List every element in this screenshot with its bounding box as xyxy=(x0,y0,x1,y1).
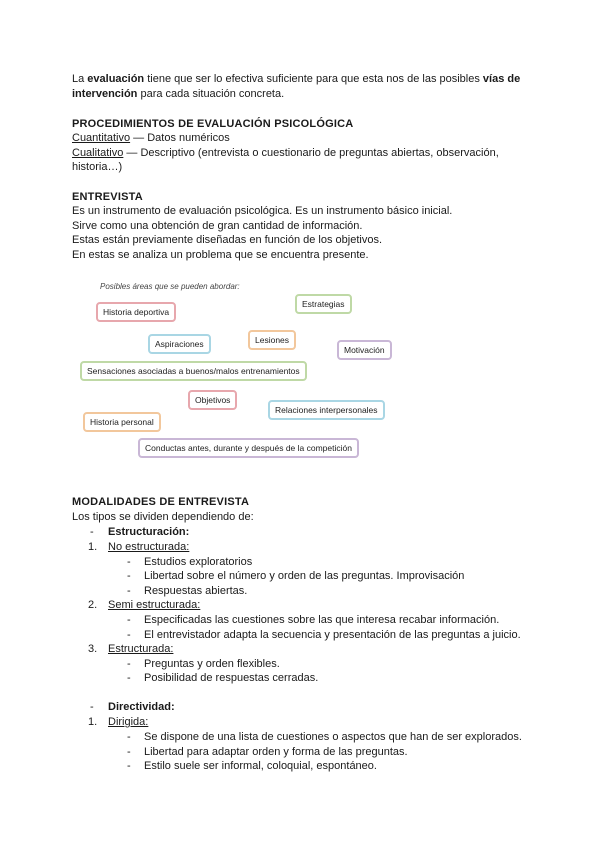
term-cualitativo: Cualitativo xyxy=(72,147,124,159)
bullet-dash: - xyxy=(127,570,131,582)
bullet-dash: - xyxy=(127,731,131,743)
type-no-estructurada: No estructurada: xyxy=(108,541,190,553)
list-item: Preguntas y orden flexibles. xyxy=(144,658,280,670)
procedimientos-heading: PROCEDIMIENTOS DE EVALUACIÓN PSICOLÓGICA xyxy=(72,118,354,130)
bullet-dash: - xyxy=(127,672,131,684)
procedimiento-cualitativo xyxy=(72,146,532,161)
list-number: 1. xyxy=(88,541,98,553)
desc-cuantitativo: — Datos numéricos xyxy=(130,132,230,144)
list-item: Especificadas las cuestiones sobre las que interesa recabar información. xyxy=(144,614,500,626)
procedimiento-cuantitativo xyxy=(72,131,532,146)
list-item: Estudios exploratorios xyxy=(144,556,253,568)
bullet-dash: - xyxy=(127,614,131,626)
intro-bold-intervencion: intervención xyxy=(72,87,138,100)
term-cuantitativo: Cuantitativo xyxy=(72,132,131,144)
desc-cualitativo: — Descriptivo (entrevista o cuestionario de preguntas abiertas, observación, xyxy=(123,147,499,159)
intro-bold-evaluacion: evaluación xyxy=(87,73,145,85)
estructuracion-label: Estructuración: xyxy=(108,526,190,538)
bullet-dash: - xyxy=(127,746,131,758)
entrevista-line-3: Estas están previamente diseñadas en función de los objetivos. xyxy=(72,234,383,246)
entrevista-line-1: Es un instrumento de evaluación psicológica. Es un instrumento básico inicial. xyxy=(72,205,453,217)
list-item: Libertad para adaptar orden y forma de las preguntas. xyxy=(144,746,408,758)
modalidades-intro: Los tipos se dividen dependiendo de: xyxy=(72,511,254,523)
list-item: Libertad sobre el número y orden de las preguntas. Improvisación xyxy=(144,570,465,582)
list-item: El entrevistador adapta la secuencia y presentación de las preguntas a juicio. xyxy=(144,629,521,641)
entrevista-heading: ENTREVISTA xyxy=(72,191,143,203)
type-semi-estructurada: Semi estructurada: xyxy=(108,599,201,611)
list-item: Respuestas abiertas. xyxy=(144,585,248,597)
areas-diagram xyxy=(78,278,408,463)
list-number: 2. xyxy=(88,599,98,611)
procedimiento-cualitativo-cont: historia…) xyxy=(72,161,123,173)
bullet-dash: - xyxy=(127,629,131,641)
type-estructurada: Estructurada: xyxy=(108,643,174,655)
type-dirigida: Dirigida: xyxy=(108,716,149,728)
intro-paragraph xyxy=(72,72,532,101)
area-aspiraciones: Aspiraciones xyxy=(148,334,211,354)
bullet-dash: - xyxy=(127,658,131,670)
intro-text-1: La xyxy=(72,73,88,85)
bullet-dash: - xyxy=(90,701,94,713)
list-item: Posibilidad de respuestas cerradas. xyxy=(144,672,319,684)
bullet-dash: - xyxy=(127,585,131,597)
modalidades-heading: MODALIDADES DE ENTREVISTA xyxy=(72,496,250,508)
intro-bold-vias: vías de xyxy=(482,73,521,85)
area-historia-deportiva: Historia deportiva xyxy=(96,302,176,322)
directividad-label: Directividad: xyxy=(108,701,175,713)
list-number: 3. xyxy=(88,643,98,655)
diagram-title: Posibles áreas que se pueden abordar: xyxy=(100,282,240,291)
area-historia-personal: Historia personal xyxy=(83,412,161,432)
area-sensaciones: Sensaciones asociadas a buenos/malos entrenamientos xyxy=(80,361,307,381)
area-lesiones: Lesiones xyxy=(248,330,296,350)
entrevista-line-4: En estas se analiza un problema que se encuentra presente. xyxy=(72,249,369,261)
bullet-dash: - xyxy=(127,760,131,772)
entrevista-line-2: Sirve como una obtención de gran cantidad de información. xyxy=(72,220,363,232)
area-conductas: Conductas antes, durante y después de la competición xyxy=(138,438,359,458)
list-item: Estilo suele ser informal, coloquial, espontáneo. xyxy=(144,760,377,772)
area-motivacion: Motivación xyxy=(337,340,392,360)
area-objetivos: Objetivos xyxy=(188,390,237,410)
intro-text-3: para cada situación concreta. xyxy=(137,87,285,100)
list-item: Se dispone de una lista de cuestiones o aspectos que han de ser explorados. xyxy=(144,731,522,743)
bullet-dash: - xyxy=(127,556,131,568)
list-number: 1. xyxy=(88,716,98,728)
area-relaciones-interpersonales: Relaciones interpersonales xyxy=(268,400,385,420)
area-estrategias: Estrategias xyxy=(295,294,352,314)
intro-text-2: tiene que ser lo efectiva suficiente para que esta nos de las posibles xyxy=(144,73,483,85)
bullet-dash: - xyxy=(90,526,94,538)
